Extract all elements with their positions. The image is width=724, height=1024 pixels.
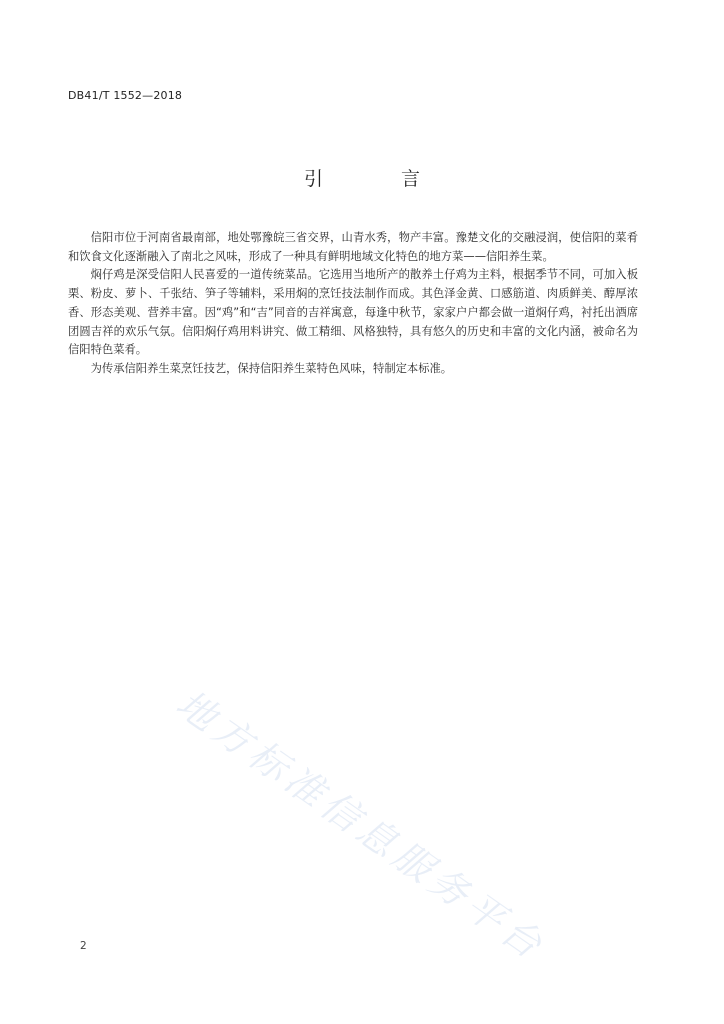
page-number: 2	[80, 940, 87, 952]
watermark: 地方标准信息服务平台	[168, 681, 555, 970]
intro-paragraph-1: 信阳市位于河南省最南部，地处鄂豫皖三省交界，山青水秀，物产丰富。豫楚文化的交融浸润，使信阳的菜肴和饮食文化逐渐融入了南北之风味，形成了一种具有鲜明地域文化特色的地方菜——信阳养生菜。	[68, 231, 638, 263]
standard-code: DB41/T 1552—2018	[68, 89, 183, 102]
intro-paragraph-2: 焖仔鸡是深受信阳人民喜爱的一道传统菜品。它选用当地所产的散养土仔鸡为主料，根据季节不同，可加入板栗、粉皮、萝卜、千张结、笋子等辅料，采用焖的烹饪技法制作而成。其色泽金黄、口感筋道、肉质鲜美、醇厚浓香、形态美观、营养丰富。因“鸡”和“吉”同音的吉祥寓意，每逢中秋节，家家户户都会做一道焖仔鸡，衬托出酒席团圆吉祥的欢乐气氛。信阳焖仔鸡用料讲究、做工精细、风格独特，具有悠久的历史和丰富的文化内涵，被命名为信阳特色菜肴。	[68, 268, 638, 357]
intro-body	[68, 229, 638, 379]
intro-paragraph-3: 为传承信阳养生菜烹饪技艺，保持信阳养生菜特色风味，特制定本标准。	[90, 361, 453, 375]
page-title: 引 言	[303, 168, 457, 190]
